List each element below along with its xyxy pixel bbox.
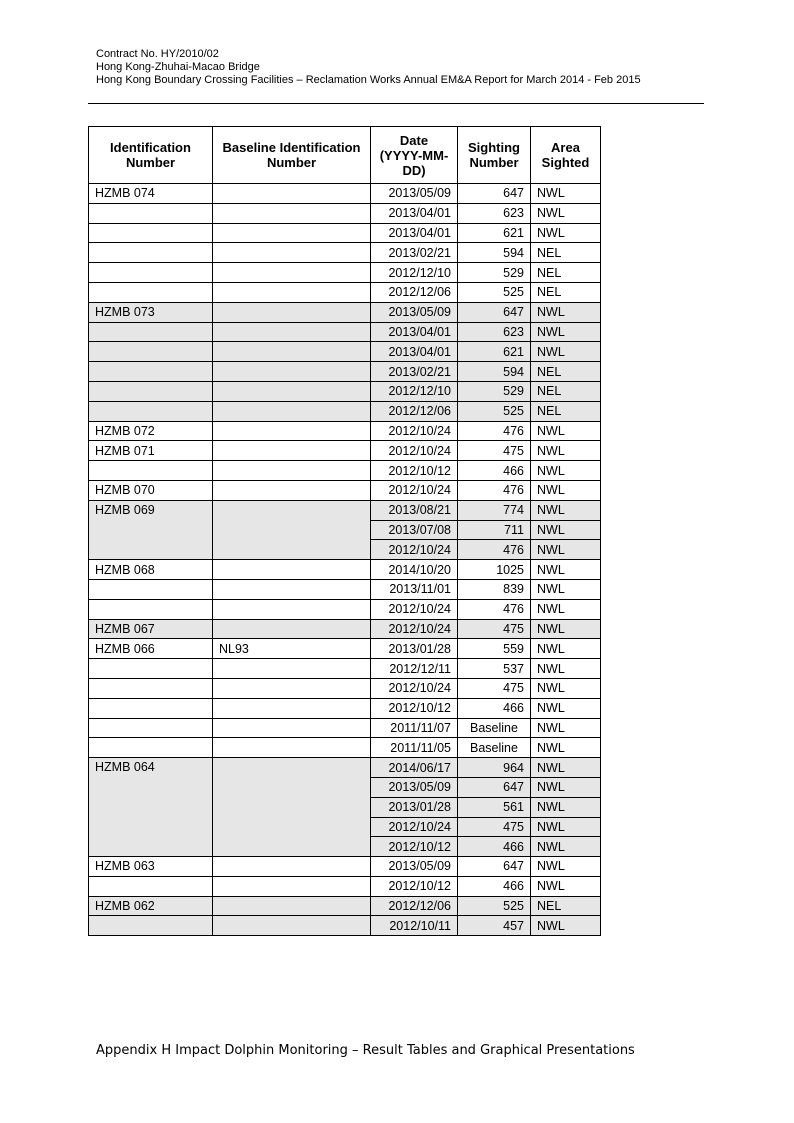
- cell-date: 2013/02/21: [371, 243, 458, 263]
- cell-baseline-id: [213, 184, 371, 204]
- cell-baseline-id: [213, 560, 371, 580]
- table-header-row: [89, 127, 601, 184]
- cell-baseline-id: [213, 857, 371, 877]
- cell-date: 2013/04/01: [371, 223, 458, 243]
- cell-sighting-number: 559: [458, 639, 531, 659]
- table-row: [89, 678, 601, 698]
- cell-baseline-id: [213, 223, 371, 243]
- cell-identification-number: [89, 678, 213, 698]
- cell-identification-number: [89, 461, 213, 481]
- cell-sighting-number: 537: [458, 659, 531, 679]
- cell-sighting-number: 476: [458, 599, 531, 619]
- cell-identification-number: HZMB 073: [89, 302, 213, 322]
- cell-sighting-number: 647: [458, 302, 531, 322]
- cell-date: 2013/04/01: [371, 203, 458, 223]
- cell-sighting-number: 1025: [458, 560, 531, 580]
- cell-area-sighted: NWL: [531, 837, 601, 857]
- cell-identification-number: [89, 223, 213, 243]
- cell-date: 2013/05/09: [371, 777, 458, 797]
- table-row: [89, 263, 601, 283]
- table-row: [89, 738, 601, 758]
- contract-number: Contract No. HY/2010/02: [96, 48, 219, 60]
- cell-date: 2013/08/21: [371, 500, 458, 520]
- cell-baseline-id: [213, 619, 371, 639]
- cell-identification-number: [89, 381, 213, 401]
- cell-baseline-id: [213, 243, 371, 263]
- report-title: Hong Kong Boundary Crossing Facilities – Reclamation Works Annual EM&A Report for March 2014 - Feb 2015: [96, 74, 641, 86]
- cell-identification-number: [89, 876, 213, 896]
- header-sighting-number: Sighting Number: [458, 127, 531, 184]
- table-row: [89, 342, 601, 362]
- cell-date: 2013/11/01: [371, 579, 458, 599]
- cell-identification-number: HZMB 068: [89, 560, 213, 580]
- header-divider: [88, 103, 704, 104]
- cell-area-sighted: NWL: [531, 579, 601, 599]
- table-row: [89, 758, 601, 778]
- cell-baseline-id: [213, 362, 371, 382]
- page-header: [96, 48, 641, 87]
- cell-date: 2012/10/24: [371, 619, 458, 639]
- cell-baseline-id: [213, 263, 371, 283]
- cell-identification-number: [89, 243, 213, 263]
- cell-identification-number: HZMB 066: [89, 639, 213, 659]
- cell-baseline-id: [213, 659, 371, 679]
- cell-identification-number: HZMB 063: [89, 857, 213, 877]
- cell-baseline-id: [213, 678, 371, 698]
- cell-identification-number: HZMB 071: [89, 441, 213, 461]
- cell-identification-number: HZMB 067: [89, 619, 213, 639]
- cell-area-sighted: NEL: [531, 896, 601, 916]
- cell-date: 2012/10/24: [371, 599, 458, 619]
- cell-identification-number: [89, 599, 213, 619]
- table-row: [89, 619, 601, 639]
- table-row: [89, 857, 601, 877]
- cell-identification-number: HZMB 074: [89, 184, 213, 204]
- cell-area-sighted: NWL: [531, 758, 601, 778]
- cell-sighting-number: 466: [458, 876, 531, 896]
- cell-area-sighted: NWL: [531, 540, 601, 560]
- cell-sighting-number: 964: [458, 758, 531, 778]
- table-row: [89, 421, 601, 441]
- cell-area-sighted: NWL: [531, 520, 601, 540]
- cell-area-sighted: NWL: [531, 659, 601, 679]
- cell-baseline-id: [213, 758, 371, 857]
- cell-date: 2013/05/09: [371, 184, 458, 204]
- table-row: [89, 203, 601, 223]
- cell-area-sighted: NEL: [531, 381, 601, 401]
- cell-area-sighted: NWL: [531, 480, 601, 500]
- header-baseline-identification-number: Baseline Identification Number: [213, 127, 371, 184]
- cell-baseline-id: [213, 599, 371, 619]
- cell-area-sighted: NWL: [531, 876, 601, 896]
- cell-date: 2012/10/24: [371, 540, 458, 560]
- header-identification-number: Identification Number: [89, 127, 213, 184]
- cell-sighting-number: 476: [458, 480, 531, 500]
- cell-identification-number: [89, 718, 213, 738]
- cell-date: 2012/10/24: [371, 817, 458, 837]
- cell-area-sighted: NWL: [531, 797, 601, 817]
- cell-sighting-number: 647: [458, 777, 531, 797]
- cell-sighting-number: 711: [458, 520, 531, 540]
- cell-identification-number: HZMB 064: [89, 758, 213, 857]
- cell-area-sighted: NWL: [531, 777, 601, 797]
- cell-sighting-number: 839: [458, 579, 531, 599]
- cell-sighting-number: Baseline: [458, 718, 531, 738]
- cell-baseline-id: [213, 480, 371, 500]
- cell-area-sighted: NWL: [531, 817, 601, 837]
- cell-sighting-number: Baseline: [458, 738, 531, 758]
- table-row: [89, 718, 601, 738]
- cell-area-sighted: NWL: [531, 738, 601, 758]
- table-row: [89, 480, 601, 500]
- cell-sighting-number: 475: [458, 678, 531, 698]
- cell-sighting-number: 466: [458, 698, 531, 718]
- cell-baseline-id: [213, 342, 371, 362]
- cell-date: 2011/11/07: [371, 718, 458, 738]
- cell-area-sighted: NWL: [531, 322, 601, 342]
- table-row: [89, 223, 601, 243]
- cell-area-sighted: NWL: [531, 421, 601, 441]
- cell-date: 2013/01/28: [371, 639, 458, 659]
- cell-sighting-number: 475: [458, 441, 531, 461]
- table-row: [89, 896, 601, 916]
- table-row: [89, 500, 601, 520]
- cell-sighting-number: 457: [458, 916, 531, 936]
- cell-area-sighted: NEL: [531, 401, 601, 421]
- cell-area-sighted: NWL: [531, 461, 601, 481]
- table-row: [89, 282, 601, 302]
- cell-date: 2012/12/10: [371, 263, 458, 283]
- cell-date: 2014/06/17: [371, 758, 458, 778]
- cell-area-sighted: NWL: [531, 441, 601, 461]
- cell-baseline-id: [213, 698, 371, 718]
- cell-identification-number: [89, 342, 213, 362]
- cell-baseline-id: [213, 876, 371, 896]
- table-row: [89, 916, 601, 936]
- header-area-sighted: Area Sighted: [531, 127, 601, 184]
- header-date: Date (YYYY-MM- DD): [371, 127, 458, 184]
- table-row: [89, 461, 601, 481]
- cell-date: 2012/12/10: [371, 381, 458, 401]
- cell-baseline-id: [213, 381, 371, 401]
- cell-date: 2013/05/09: [371, 857, 458, 877]
- cell-baseline-id: [213, 461, 371, 481]
- cell-sighting-number: 621: [458, 342, 531, 362]
- cell-date: 2013/04/01: [371, 322, 458, 342]
- cell-date: 2013/04/01: [371, 342, 458, 362]
- cell-identification-number: [89, 203, 213, 223]
- cell-sighting-number: 476: [458, 421, 531, 441]
- cell-sighting-number: 525: [458, 401, 531, 421]
- cell-area-sighted: NWL: [531, 698, 601, 718]
- cell-date: 2012/10/24: [371, 441, 458, 461]
- cell-sighting-number: 475: [458, 817, 531, 837]
- cell-baseline-id: [213, 322, 371, 342]
- cell-sighting-number: 466: [458, 461, 531, 481]
- cell-sighting-number: 621: [458, 223, 531, 243]
- cell-sighting-number: 476: [458, 540, 531, 560]
- table-row: [89, 362, 601, 382]
- cell-area-sighted: NEL: [531, 263, 601, 283]
- cell-area-sighted: NWL: [531, 302, 601, 322]
- cell-area-sighted: NEL: [531, 243, 601, 263]
- cell-date: 2012/10/24: [371, 480, 458, 500]
- cell-baseline-id: [213, 401, 371, 421]
- cell-area-sighted: NWL: [531, 857, 601, 877]
- cell-identification-number: HZMB 070: [89, 480, 213, 500]
- cell-identification-number: [89, 698, 213, 718]
- cell-area-sighted: NWL: [531, 639, 601, 659]
- cell-identification-number: [89, 263, 213, 283]
- cell-sighting-number: 623: [458, 322, 531, 342]
- page-footer: Appendix H Impact Dolphin Monitoring – Result Tables and Graphical Presentations: [96, 1043, 635, 1058]
- cell-sighting-number: 561: [458, 797, 531, 817]
- cell-baseline-id: [213, 916, 371, 936]
- cell-baseline-id: [213, 500, 371, 559]
- table-row: [89, 659, 601, 679]
- cell-baseline-id: [213, 421, 371, 441]
- cell-sighting-number: 525: [458, 282, 531, 302]
- cell-area-sighted: NWL: [531, 223, 601, 243]
- cell-sighting-number: 647: [458, 857, 531, 877]
- cell-identification-number: [89, 362, 213, 382]
- cell-date: 2012/10/11: [371, 916, 458, 936]
- cell-identification-number: [89, 579, 213, 599]
- project-name: Hong Kong-Zhuhai-Macao Bridge: [96, 61, 260, 73]
- cell-area-sighted: NWL: [531, 184, 601, 204]
- cell-sighting-number: 466: [458, 837, 531, 857]
- cell-date: 2012/10/12: [371, 837, 458, 857]
- cell-identification-number: [89, 322, 213, 342]
- cell-date: 2014/10/20: [371, 560, 458, 580]
- cell-identification-number: HZMB 062: [89, 896, 213, 916]
- cell-date: 2011/11/05: [371, 738, 458, 758]
- cell-baseline-id: [213, 896, 371, 916]
- cell-identification-number: [89, 916, 213, 936]
- cell-identification-number: HZMB 072: [89, 421, 213, 441]
- table-row: [89, 599, 601, 619]
- table-row: [89, 698, 601, 718]
- cell-identification-number: [89, 282, 213, 302]
- cell-date: 2012/10/12: [371, 698, 458, 718]
- cell-date: 2012/10/12: [371, 461, 458, 481]
- cell-sighting-number: 529: [458, 381, 531, 401]
- table-row: [89, 441, 601, 461]
- cell-sighting-number: 525: [458, 896, 531, 916]
- cell-baseline-id: [213, 302, 371, 322]
- cell-baseline-id: [213, 203, 371, 223]
- cell-date: 2013/07/08: [371, 520, 458, 540]
- cell-date: 2013/01/28: [371, 797, 458, 817]
- cell-date: 2012/12/06: [371, 401, 458, 421]
- cell-area-sighted: NEL: [531, 362, 601, 382]
- cell-baseline-id: [213, 579, 371, 599]
- cell-sighting-number: 623: [458, 203, 531, 223]
- cell-date: 2012/10/24: [371, 678, 458, 698]
- cell-area-sighted: NWL: [531, 560, 601, 580]
- cell-sighting-number: 594: [458, 243, 531, 263]
- cell-identification-number: [89, 401, 213, 421]
- cell-sighting-number: 475: [458, 619, 531, 639]
- cell-area-sighted: NWL: [531, 500, 601, 520]
- cell-area-sighted: NWL: [531, 678, 601, 698]
- cell-identification-number: HZMB 069: [89, 500, 213, 559]
- cell-identification-number: [89, 738, 213, 758]
- table-row: [89, 381, 601, 401]
- cell-area-sighted: NEL: [531, 282, 601, 302]
- cell-area-sighted: NWL: [531, 718, 601, 738]
- cell-identification-number: [89, 659, 213, 679]
- cell-date: 2012/12/06: [371, 896, 458, 916]
- cell-sighting-number: 774: [458, 500, 531, 520]
- cell-sighting-number: 594: [458, 362, 531, 382]
- table-row: [89, 579, 601, 599]
- cell-date: 2012/12/06: [371, 282, 458, 302]
- cell-baseline-id: [213, 718, 371, 738]
- table-row: [89, 876, 601, 896]
- cell-date: 2013/05/09: [371, 302, 458, 322]
- cell-date: 2012/10/12: [371, 876, 458, 896]
- table-row: [89, 302, 601, 322]
- table-row: [89, 560, 601, 580]
- cell-date: 2012/12/11: [371, 659, 458, 679]
- cell-area-sighted: NWL: [531, 619, 601, 639]
- cell-sighting-number: 647: [458, 184, 531, 204]
- cell-area-sighted: NWL: [531, 203, 601, 223]
- table-row: [89, 243, 601, 263]
- table-row: [89, 401, 601, 421]
- table-row: [89, 184, 601, 204]
- cell-date: 2012/10/24: [371, 421, 458, 441]
- cell-baseline-id: [213, 282, 371, 302]
- cell-baseline-id: NL93: [213, 639, 371, 659]
- dolphin-sighting-table: [88, 126, 601, 936]
- cell-baseline-id: [213, 441, 371, 461]
- table-row: [89, 322, 601, 342]
- table-row: [89, 639, 601, 659]
- cell-area-sighted: NWL: [531, 599, 601, 619]
- cell-area-sighted: NWL: [531, 342, 601, 362]
- cell-area-sighted: NWL: [531, 916, 601, 936]
- cell-date: 2013/02/21: [371, 362, 458, 382]
- cell-sighting-number: 529: [458, 263, 531, 283]
- cell-baseline-id: [213, 738, 371, 758]
